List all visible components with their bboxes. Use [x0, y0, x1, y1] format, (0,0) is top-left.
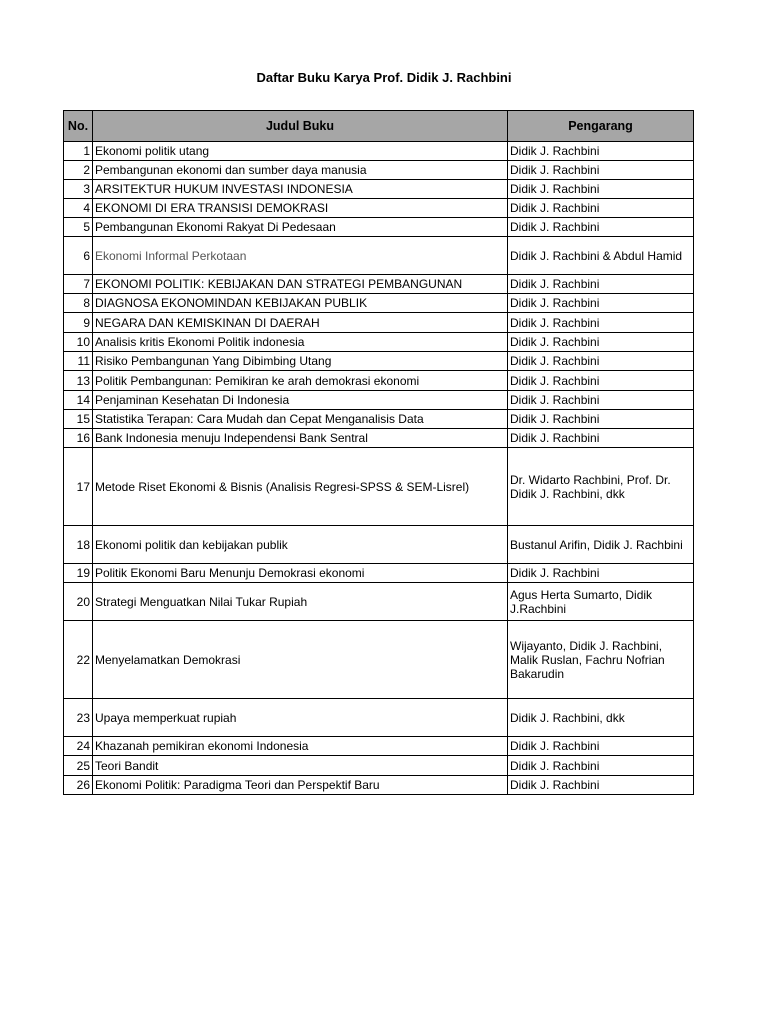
header-title: Judul Buku [93, 111, 508, 142]
table-body [64, 142, 694, 795]
row-number: 11 [64, 352, 93, 371]
book-title: NEGARA DAN KEMISKINAN DI DAERAH [93, 313, 508, 333]
table-row [64, 218, 694, 237]
row-number: 17 [64, 448, 93, 526]
row-number: 16 [64, 429, 93, 448]
book-title: Ekonomi politik dan kebijakan publik [93, 526, 508, 564]
row-number: 8 [64, 294, 93, 313]
row-number: 2 [64, 161, 93, 180]
row-number: 18 [64, 526, 93, 564]
row-number: 26 [64, 776, 93, 795]
table-row [64, 237, 694, 275]
book-author: Didik J. Rachbini [508, 161, 694, 180]
book-title: Pembangunan Ekonomi Rakyat Di Pedesaan [93, 218, 508, 237]
book-title: Teori Bandit [93, 756, 508, 776]
row-number: 14 [64, 391, 93, 410]
book-title: EKONOMI POLITIK: KEBIJAKAN DAN STRATEGI PEMBANGUNAN [93, 275, 508, 294]
book-title: Penjaminan Kesehatan Di Indonesia [93, 391, 508, 410]
table-row [64, 429, 694, 448]
book-title: Strategi Menguatkan Nilai Tukar Rupiah [93, 583, 508, 621]
book-title: Politik Pembangunan: Pemikiran ke arah demokrasi ekonomi [93, 371, 508, 391]
book-title: Upaya memperkuat rupiah [93, 699, 508, 737]
table-row [64, 199, 694, 218]
book-title: Risiko Pembangunan Yang Dibimbing Utang [93, 352, 508, 371]
table-row [64, 294, 694, 313]
row-number: 3 [64, 180, 93, 199]
row-number: 25 [64, 756, 93, 776]
table-row [64, 275, 694, 294]
book-author: Didik J. Rachbini [508, 313, 694, 333]
table-row [64, 526, 694, 564]
table-row [64, 371, 694, 391]
book-title: Pembangunan ekonomi dan sumber daya manusia [93, 161, 508, 180]
table-row [64, 776, 694, 795]
table-row [64, 161, 694, 180]
table-row [64, 448, 694, 526]
document-title: Daftar Buku Karya Prof. Didik J. Rachbini [256, 70, 512, 85]
book-author: Didik J. Rachbini [508, 776, 694, 795]
book-author: Bustanul Arifin, Didik J. Rachbini [508, 526, 694, 564]
book-author: Didik J. Rachbini [508, 294, 694, 313]
book-author: Agus Herta Sumarto, Didik J.Rachbini [508, 583, 694, 621]
table-row [64, 621, 694, 699]
row-number: 5 [64, 218, 93, 237]
row-number: 23 [64, 699, 93, 737]
book-author: Didik J. Rachbini [508, 352, 694, 371]
book-title: Analisis kritis Ekonomi Politik indonesia [93, 333, 508, 352]
book-title: Menyelamatkan Demokrasi [93, 621, 508, 699]
table-header-row [64, 111, 694, 142]
row-number: 22 [64, 621, 93, 699]
table-row [64, 313, 694, 333]
row-number: 20 [64, 583, 93, 621]
book-table [63, 110, 694, 795]
book-title: Ekonomi Informal Perkotaan [93, 237, 508, 275]
book-author: Wijayanto, Didik J. Rachbini, Malik Ruslan, Fachru Nofrian Bakarudin [508, 621, 694, 699]
table-row [64, 142, 694, 161]
table-row [64, 583, 694, 621]
row-number: 1 [64, 142, 93, 161]
table-row [64, 564, 694, 583]
table-row [64, 352, 694, 371]
table-row [64, 756, 694, 776]
row-number: 24 [64, 737, 93, 756]
book-title: EKONOMI DI ERA TRANSISI DEMOKRASI [93, 199, 508, 218]
book-title: Bank Indonesia menuju Independensi Bank Sentral [93, 429, 508, 448]
table-row [64, 737, 694, 756]
book-title: Metode Riset Ekonomi & Bisnis (Analisis Regresi-SPSS & SEM-Lisrel) [93, 448, 508, 526]
book-author: Didik J. Rachbini [508, 371, 694, 391]
book-author: Didik J. Rachbini [508, 218, 694, 237]
book-author: Didik J. Rachbini [508, 333, 694, 352]
book-title: ARSITEKTUR HUKUM INVESTASI INDONESIA [93, 180, 508, 199]
row-number: 15 [64, 410, 93, 429]
row-number: 9 [64, 313, 93, 333]
table-row [64, 410, 694, 429]
book-title: Khazanah pemikiran ekonomi Indonesia [93, 737, 508, 756]
book-author: Didik J. Rachbini & Abdul Hamid [508, 237, 694, 275]
book-author: Didik J. Rachbini [508, 180, 694, 199]
row-number: 19 [64, 564, 93, 583]
book-author: Didik J. Rachbini [508, 391, 694, 410]
book-title: Politik Ekonomi Baru Menunju Demokrasi ekonomi [93, 564, 508, 583]
row-number: 10 [64, 333, 93, 352]
book-author: Didik J. Rachbini [508, 564, 694, 583]
book-title: Ekonomi politik utang [93, 142, 508, 161]
table-row [64, 391, 694, 410]
book-author: Didik J. Rachbini [508, 142, 694, 161]
table-row [64, 180, 694, 199]
table-row [64, 699, 694, 737]
book-author: Didik J. Rachbini [508, 410, 694, 429]
row-number: 6 [64, 237, 93, 275]
book-author: Didik J. Rachbini, dkk [508, 699, 694, 737]
header-author: Pengarang [508, 111, 694, 142]
book-author: Didik J. Rachbini [508, 429, 694, 448]
row-number: 4 [64, 199, 93, 218]
row-number: 13 [64, 371, 93, 391]
row-number: 7 [64, 275, 93, 294]
book-author: Didik J. Rachbini [508, 275, 694, 294]
book-author: Dr. Widarto Rachbini, Prof. Dr. Didik J. Rachbini, dkk [508, 448, 694, 526]
book-author: Didik J. Rachbini [508, 756, 694, 776]
book-author: Didik J. Rachbini [508, 737, 694, 756]
book-title: DIAGNOSA EKONOMINDAN KEBIJAKAN PUBLIK [93, 294, 508, 313]
book-author: Didik J. Rachbini [508, 199, 694, 218]
book-title: Ekonomi Politik: Paradigma Teori dan Perspektif Baru [93, 776, 508, 795]
header-no: No. [64, 111, 93, 142]
book-title: Statistika Terapan: Cara Mudah dan Cepat Menganalisis Data [93, 410, 508, 429]
table-row [64, 333, 694, 352]
